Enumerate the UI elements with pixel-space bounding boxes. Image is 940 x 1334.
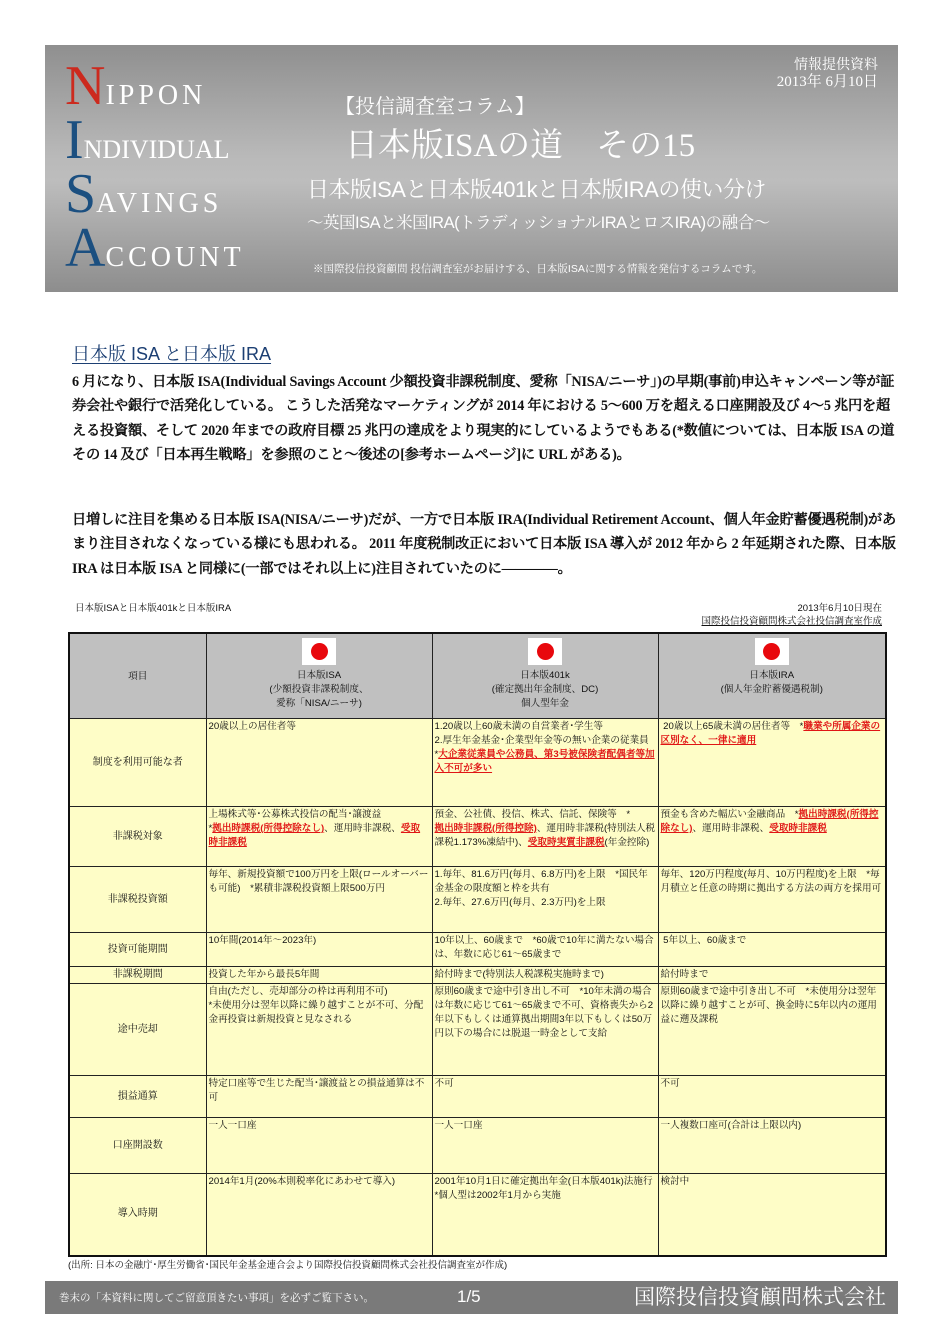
- logo-word-ippon: IPPON: [105, 80, 207, 111]
- cell-text: 検討中: [660, 1176, 690, 1187]
- nisa-logo: [65, 55, 305, 279]
- header-banner: [45, 45, 898, 292]
- page-title: 日本版ISAの道 その15: [345, 128, 696, 164]
- table-row: [69, 933, 886, 967]
- header-line: (少額投資非課税制度、: [269, 684, 369, 695]
- table-cell: [206, 719, 432, 807]
- table-cell: [658, 867, 886, 933]
- cell-text: 1.20歳以上60歳未満の自営業者･学生等 2.厚生年金基金･企業型年金等の無い企業の従業員 *: [434, 721, 649, 760]
- header-col-ira: [658, 633, 886, 719]
- cell-text: 毎年、120万円程度(毎月、10万円程度)を上限 *毎月積立と任意の時期に拠出する方法の両方を採用可: [660, 869, 882, 894]
- highlight-text: 拠出時非課税(所得控除): [434, 823, 537, 834]
- table-cell: [206, 807, 432, 867]
- cell-text: 一人一口座: [208, 1120, 257, 1131]
- table-cell: [206, 1118, 432, 1174]
- table-row: [69, 1118, 886, 1174]
- logo-word-ndividual: NDIVIDUAL: [83, 135, 230, 164]
- info-label: 情報提供資料: [794, 58, 878, 73]
- header-line: 日本版IRA: [749, 670, 795, 681]
- table-cell: [432, 1174, 658, 1256]
- table-cell: [432, 1076, 658, 1118]
- row-label: 損益通算: [69, 1076, 206, 1118]
- table-cell: [206, 867, 432, 933]
- table-cell: [432, 933, 658, 967]
- cell-text: 10年間(2014年～2023年): [208, 935, 317, 946]
- cell-text: 原則60歳まで途中引き出し不可 *10年未満の場合は年数に応じて61～65歳まで不可、資格喪失から2年以下もしくは通算拠出期間3年以下もしくは50万円以下の場合には脱退一時金として支給: [434, 986, 654, 1039]
- body-paragraph-1: 6 月になり、日本版 ISA(Individual Savings Account 少額投資非課税制度、愛称「NISA/ニーサ」)の早期(事前)申込キャンペーン等が証券会社や銀行で活発化している。 こうした活発なマーケティングが 2014 年における 5～600 万を超える口座開設及び 4～5 兆円を超える投資額、そして 2020 年までの政府目標 25 兆円の達成をより現実的にしているようでもある(*数値については、日本版 ISA の道 その 14 及び「日本再生戦略」を参照のこと～後述の[参考ホームページ]に URL がある)。: [72, 374, 909, 463]
- table-cell: [658, 1174, 886, 1256]
- company-name: 国際投信投資顧問株式会社: [634, 1285, 886, 1309]
- cell-text: 1.毎年、81.6万円(毎月、6.8万円)を上限 *国民年金基金の限度額と枠を共有 2.毎年、27.6万円(毎月、2.3万円)を上限: [434, 869, 648, 908]
- logo-cap-s: S: [65, 163, 97, 225]
- table-row: [69, 867, 886, 933]
- cell-text: (年金控除): [604, 837, 650, 848]
- subtitle-secondary: ～英国ISAと米国IRA(トラディッショナルIRAとロスIRA)の融合～: [307, 214, 770, 232]
- highlight-text: 拠出時課税(所得控除なし): [660, 809, 879, 834]
- cell-text: 毎年、新規投資額で100万円を上限(ロールオーバーも可能) *累積非課税投資額上限500万円: [208, 869, 429, 894]
- table-as-of-date: 2013年6月10日現在: [797, 603, 882, 614]
- highlight-text: 大企業従業員や公務員、第3号被保険者配偶者等加入不可が多い: [434, 749, 655, 774]
- row-label: 途中売却: [69, 984, 206, 1076]
- footer-disclaimer: 巻末の「本資料に関してご留意頂きたい事項」を必ずご覧下さい。: [59, 1292, 374, 1304]
- logo-line-account: [65, 217, 305, 279]
- cell-text: 一人一口座: [434, 1120, 483, 1131]
- table-cell: [658, 807, 886, 867]
- cell-text: 、運用時非課税(特別法人税課税1.173%凍結中)、: [434, 823, 656, 848]
- subtitle: 日本版ISAと日本版401kと日本版IRAの使い分け: [307, 177, 766, 202]
- header-line: 日本版401k: [520, 670, 570, 681]
- highlight-text: 受取時実質非課税: [527, 837, 605, 848]
- issue-date: 2013年 6月10日: [776, 74, 878, 90]
- table-cell: [432, 719, 658, 807]
- cell-text: 、運用時非課税、: [324, 823, 401, 834]
- japan-flag-icon: [302, 638, 336, 665]
- table-cell: [658, 719, 886, 807]
- row-label: 非課税対象: [69, 807, 206, 867]
- logo-line-nippon: [65, 55, 305, 117]
- cell-text: 給付時まで: [660, 969, 709, 980]
- cell-text: 預金、公社債、投信、株式、信託、保険等 *: [434, 809, 631, 820]
- table-source: (出所: 日本の金融庁･厚生労働省･国民年金基金連合会より国際投信投資顧問株式会社投信調査室が作成): [68, 1259, 508, 1271]
- body-paragraph-2: 日増しに注目を集める日本版 ISA(NISA/ニーサ)だが、一方で日本版 IRA(Individual Retirement Account、個人年金貯蓄優遇税制)があまり注目されなくなっている様にも思われる。 2011 年度税制改正において日本版 ISA 導入が 2012 年から 2 年延期された際、日本版 IRA は日本版 ISA と同様に(一部ではそれ以上に)注目されていたのに――――。: [72, 512, 896, 577]
- table-cell: [432, 984, 658, 1076]
- row-label: 非課税投資額: [69, 867, 206, 933]
- table-cell: [432, 1118, 658, 1174]
- table-cell: [206, 967, 432, 984]
- row-label: 口座開設数: [69, 1118, 206, 1174]
- table-header-row: [69, 633, 886, 719]
- section-heading: 日本版 ISA と日本版 IRA: [72, 344, 272, 364]
- column-tag: 【投信調査室コラム】: [335, 94, 535, 118]
- table-cell: [658, 933, 886, 967]
- header-line: 日本版ISA: [296, 670, 342, 681]
- header-line: (確定拠出年金制度、DC): [491, 684, 599, 695]
- logo-line-individual: [65, 109, 305, 171]
- table-cell: [432, 867, 658, 933]
- cell-text: 預金も含めた幅広い金融商品 *: [660, 809, 799, 820]
- cell-text: 20歳以上の居住者等: [208, 721, 296, 732]
- comparison-table: [68, 632, 887, 1257]
- cell-text: 不可: [434, 1078, 454, 1089]
- header-line: 個人型年金: [521, 698, 569, 709]
- japan-flag-icon: [755, 638, 789, 665]
- header-col-isa: [206, 633, 432, 719]
- logo-word-avings: AVINGS: [96, 188, 223, 219]
- table-row: [69, 1174, 886, 1256]
- cell-text: 20歳以上65歳未満の居住者等 *: [660, 721, 804, 732]
- cell-text: 、運用時非課税、: [692, 823, 770, 834]
- cell-text: 自由(ただし、売却部分の枠は再利用不可) *未使用分は翌年以降に繰り越すことが不可、分配金再投資は新規投資と見なされる: [208, 986, 424, 1025]
- highlight-text: 受取時非課税: [769, 823, 827, 834]
- table-caption: 日本版ISAと日本版401kと日本版IRA: [75, 603, 232, 614]
- table-row: [69, 1076, 886, 1118]
- logo-cap-i: I: [65, 109, 84, 171]
- table-row: [69, 984, 886, 1076]
- table-cell: [658, 967, 886, 984]
- row-label: 投資可能期間: [69, 933, 206, 967]
- table-body: [69, 719, 886, 1256]
- footer-bar: [45, 1281, 898, 1314]
- japan-flag-icon: [528, 638, 562, 665]
- page-number: 1/5: [457, 1287, 481, 1306]
- table-row: [69, 967, 886, 984]
- row-label: 制度を利用可能な者: [69, 719, 206, 807]
- table-cell: [206, 984, 432, 1076]
- banner-note: ※国際投信投資顧問 投信調査室がお届けする、日本版ISAに関する情報を発信するコラムです。: [313, 263, 763, 275]
- header-line: (個人年金貯蓄優遇税制): [720, 684, 823, 695]
- header-line: 愛称「NISA/ニーサ): [276, 698, 362, 709]
- table-cell: [206, 933, 432, 967]
- cell-text: 特定口座等で生じた配当･譲渡益との損益通算は不可: [208, 1078, 425, 1103]
- cell-text: 一人複数口座可(合計は上限以内): [660, 1120, 802, 1131]
- table-cell: [432, 807, 658, 867]
- highlight-text: 拠出時課税(所得控除なし): [212, 823, 325, 834]
- cell-text: 上場株式等･公募株式投信の配当･譲渡益 *: [208, 809, 382, 834]
- cell-text: 投資した年から最長5年間: [208, 969, 320, 980]
- logo-cap-a: A: [65, 217, 106, 279]
- highlight-text: 受取時非課税: [208, 823, 421, 848]
- logo-word-ccount: CCOUNT: [105, 242, 245, 273]
- cell-text: 5年以上、60歳まで: [660, 935, 747, 946]
- table-row: [69, 719, 886, 807]
- table-cell: [658, 984, 886, 1076]
- cell-text: 給付時まで(特別法人税課税実施時まで): [434, 969, 604, 980]
- table-cell: [206, 1076, 432, 1118]
- table-cell: [432, 967, 658, 984]
- logo-cap-n: N: [65, 55, 106, 117]
- cell-text: 10年以上、60歳まで *60歳で10年に満たない場合は、年数に応じ61～65歳まで: [434, 935, 654, 960]
- row-label: 導入時期: [69, 1174, 206, 1256]
- header-item: 項目: [69, 633, 206, 719]
- cell-text: 不可: [660, 1078, 680, 1089]
- header-col-401k: [432, 633, 658, 719]
- table-container: [68, 632, 885, 1273]
- logo-line-savings: [65, 163, 305, 225]
- table-author: 国際投信投資顧問株式会社投信調査室作成: [701, 616, 882, 627]
- table-meta: [701, 602, 882, 628]
- cell-text: 原則60歳まで途中引き出し不可 *未使用分は翌年以降に繰り越すことが可、換金時に5年以内の運用益に遡及課税: [660, 986, 877, 1025]
- cell-text: 2001年10月1日に確定拠出年金(日本版401k)法施行 *個人型は2002年1月から実施: [434, 1176, 656, 1201]
- table-cell: [206, 1174, 432, 1256]
- table-cell: [658, 1118, 886, 1174]
- table-row: [69, 807, 886, 867]
- info-block: [777, 57, 878, 91]
- row-label: 非課税期間: [69, 967, 206, 984]
- cell-text: 2014年1月(20%本則税率化にあわせて導入): [208, 1176, 396, 1187]
- table-cell: [658, 1076, 886, 1118]
- highlight-text: 職業や所属企業の区別なく、一律に適用: [660, 721, 881, 746]
